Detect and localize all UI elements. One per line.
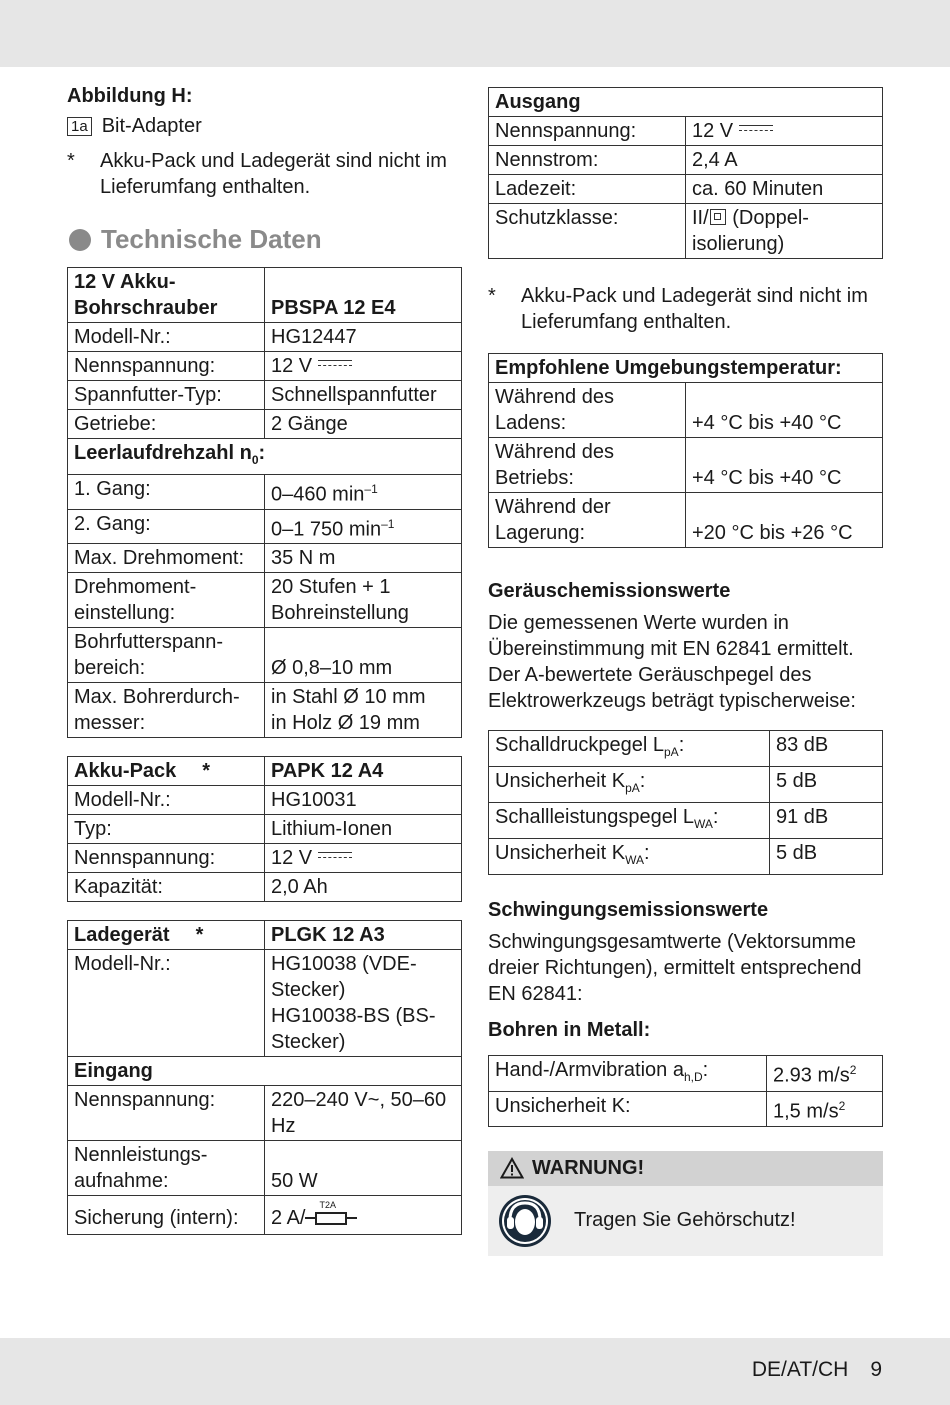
table-row: Schutzklasse: II/ (Doppel-isolierung) <box>489 204 883 259</box>
noise-text: Die gemessenen Werte wurden in Übereinstimmung mit EN 62841 ermittelt. Der A-bewertete Geräuschpegel des Elektrowerkzeugs beträgt typischerweise: <box>488 612 856 712</box>
table-row: Nennleistungs-aufnahme: 50 W <box>68 1141 462 1196</box>
fuse-icon: T2A <box>305 1204 357 1226</box>
noise-title: Geräuschemissionswerte <box>488 580 731 602</box>
table-row: Modell-Nr.: HG10038 (VDE-Stecker) HG10038-BS (BS-Stecker) <box>68 950 462 1057</box>
charger-spec-table <box>67 920 462 1235</box>
table-header-row <box>68 757 462 786</box>
warning-title: WARNUNG! <box>532 1156 645 1179</box>
table-row: Unsicherheit K: 1,5 $m/s^2$ <box>489 1092 883 1127</box>
table-row: Nennspannung: 12 V <box>489 117 883 146</box>
hearing-protection-icon <box>498 1194 552 1248</box>
warning-box <box>488 1151 883 1256</box>
table-row: Während des Betriebs: +4 °C bis +40 °C <box>489 438 883 493</box>
table-row: Bohrfutterspann-bereich: Ø 0,8–10 mm <box>68 628 462 683</box>
left-column <box>67 83 462 1235</box>
table-row: Während der Lagerung: +20 °C bis +26 °C <box>489 493 883 548</box>
table-row: Schalldruckpegel $L_{pA}$: 83 dB <box>489 731 883 767</box>
section-title: Technische Daten <box>67 224 462 255</box>
footer-region: DE/AT/CH <box>751 1358 849 1381</box>
table-row: Sicherung (intern): 2 A/ T2A <box>68 1196 462 1235</box>
dc-voltage-icon <box>739 125 773 135</box>
table-row: Unsicherheit $K_{WA}$: 5 dB <box>489 839 883 875</box>
table-row: Nennspannung: 12 V <box>68 352 462 381</box>
noise-table <box>488 730 883 875</box>
table-header-row <box>68 268 462 323</box>
table-row: Eingang <box>68 1057 462 1086</box>
drill-name: 12 V Akku-Bohrschrauber <box>68 268 265 323</box>
figure-note <box>67 148 462 200</box>
charger-model: PLGK 12 A3 <box>265 921 462 950</box>
dc-voltage-icon <box>318 852 352 862</box>
vibration-subtitle: Bohren in Metall: <box>488 1019 651 1041</box>
note-text: Akku-Pack und Ladegerät sind nicht im Lieferumfang enthalten. <box>100 150 447 198</box>
charger-name: Ladegerät * <box>68 921 265 950</box>
dc-voltage-icon <box>318 360 352 370</box>
figure-item <box>67 115 462 138</box>
table-row: Ladezeit: ca. 60 Minuten <box>489 175 883 204</box>
right-note: * Akku-Pack und Ladegerät sind nicht im Lieferumfang enthalten. <box>488 285 868 333</box>
right-column <box>488 87 883 1256</box>
table-row: Hand-/Armvibration $a_{h,D}$: 2.93 $m/s^2$ <box>489 1056 883 1092</box>
table-row: Nennspannung: 12 V <box>68 844 462 873</box>
table-row: Während des Ladens: +4 °C bis +40 °C <box>489 383 883 438</box>
note-star: * <box>67 150 75 172</box>
table-row: Kapazität: 2,0 Ah <box>68 873 462 902</box>
vibration-title: Schwingungsemissionswerte <box>488 899 769 921</box>
battery-spec-table <box>67 756 462 902</box>
table-row: Nennspannung: 220–240 V~, 50–60 Hz <box>68 1086 462 1141</box>
table-row: Max. Drehmoment: 35 N m <box>68 544 462 573</box>
table-header-row: Empfohlene Umgebungstemperatur: <box>489 354 883 383</box>
temperature-table <box>488 353 883 548</box>
table-row: 2. Gang: 0–1 750 $\min^{-1}$ <box>68 509 462 544</box>
output-spec-table <box>488 87 883 259</box>
figure-item-text: Bit-Adapter <box>101 115 202 137</box>
battery-model: PAPK 12 A4 <box>265 757 462 786</box>
table-row: Typ: Lithium-Ionen <box>68 815 462 844</box>
vibration-table <box>488 1055 883 1127</box>
top-bar <box>0 0 950 67</box>
table-header-row <box>68 921 462 950</box>
battery-name: Akku-Pack * <box>68 757 265 786</box>
table-row: Nennstrom: 2,4 A <box>489 146 883 175</box>
warning-triangle-icon <box>500 1157 524 1179</box>
table-header-row: Ausgang <box>489 88 883 117</box>
warning-body <box>488 1186 883 1256</box>
figure-item-number: 1a <box>67 117 92 136</box>
table-row: 1. Gang: 0–460 $\min^{-1}$ <box>68 475 462 510</box>
table-row: Drehmoment-einstellung: 20 Stufen + 1 Bohreinstellung <box>68 573 462 628</box>
drill-model: PBSPA 12 E4 <box>265 268 462 323</box>
table-row: Modell-Nr.: HG12447 <box>68 323 462 352</box>
double-insulation-icon <box>710 209 726 225</box>
table-row: Spannfutter-Typ: Schnellspannfutter <box>68 381 462 410</box>
table-row: Max. Bohrerdurch-messer: in Stahl Ø 10 mm in Holz Ø 19 mm <box>68 683 462 738</box>
idle-speed-label: Leerlaufdrehzahl $n_0$: <box>68 439 462 475</box>
warning-header <box>488 1151 883 1186</box>
table-row: Schallleistungspegel $L_{WA}$: 91 dB <box>489 803 883 839</box>
page-number: 9 <box>870 1358 882 1381</box>
page-footer <box>752 1358 882 1382</box>
table-row: Getriebe: 2 Gänge <box>68 410 462 439</box>
table-row <box>68 439 462 475</box>
table-row: Modell-Nr.: HG10031 <box>68 786 462 815</box>
figure-title: Abbildung H: <box>67 85 193 107</box>
drill-spec-table <box>67 267 462 738</box>
vibration-text: Schwingungsgesamtwerte (Vektorsumme dreier Richtungen), ermittelt entsprechend EN 62841: <box>488 931 862 1005</box>
warning-text: Tragen Sie Gehörschutz! <box>574 1209 796 1232</box>
table-row: Unsicherheit $K_{pA}$: 5 dB <box>489 767 883 803</box>
bullet-icon <box>69 229 91 251</box>
